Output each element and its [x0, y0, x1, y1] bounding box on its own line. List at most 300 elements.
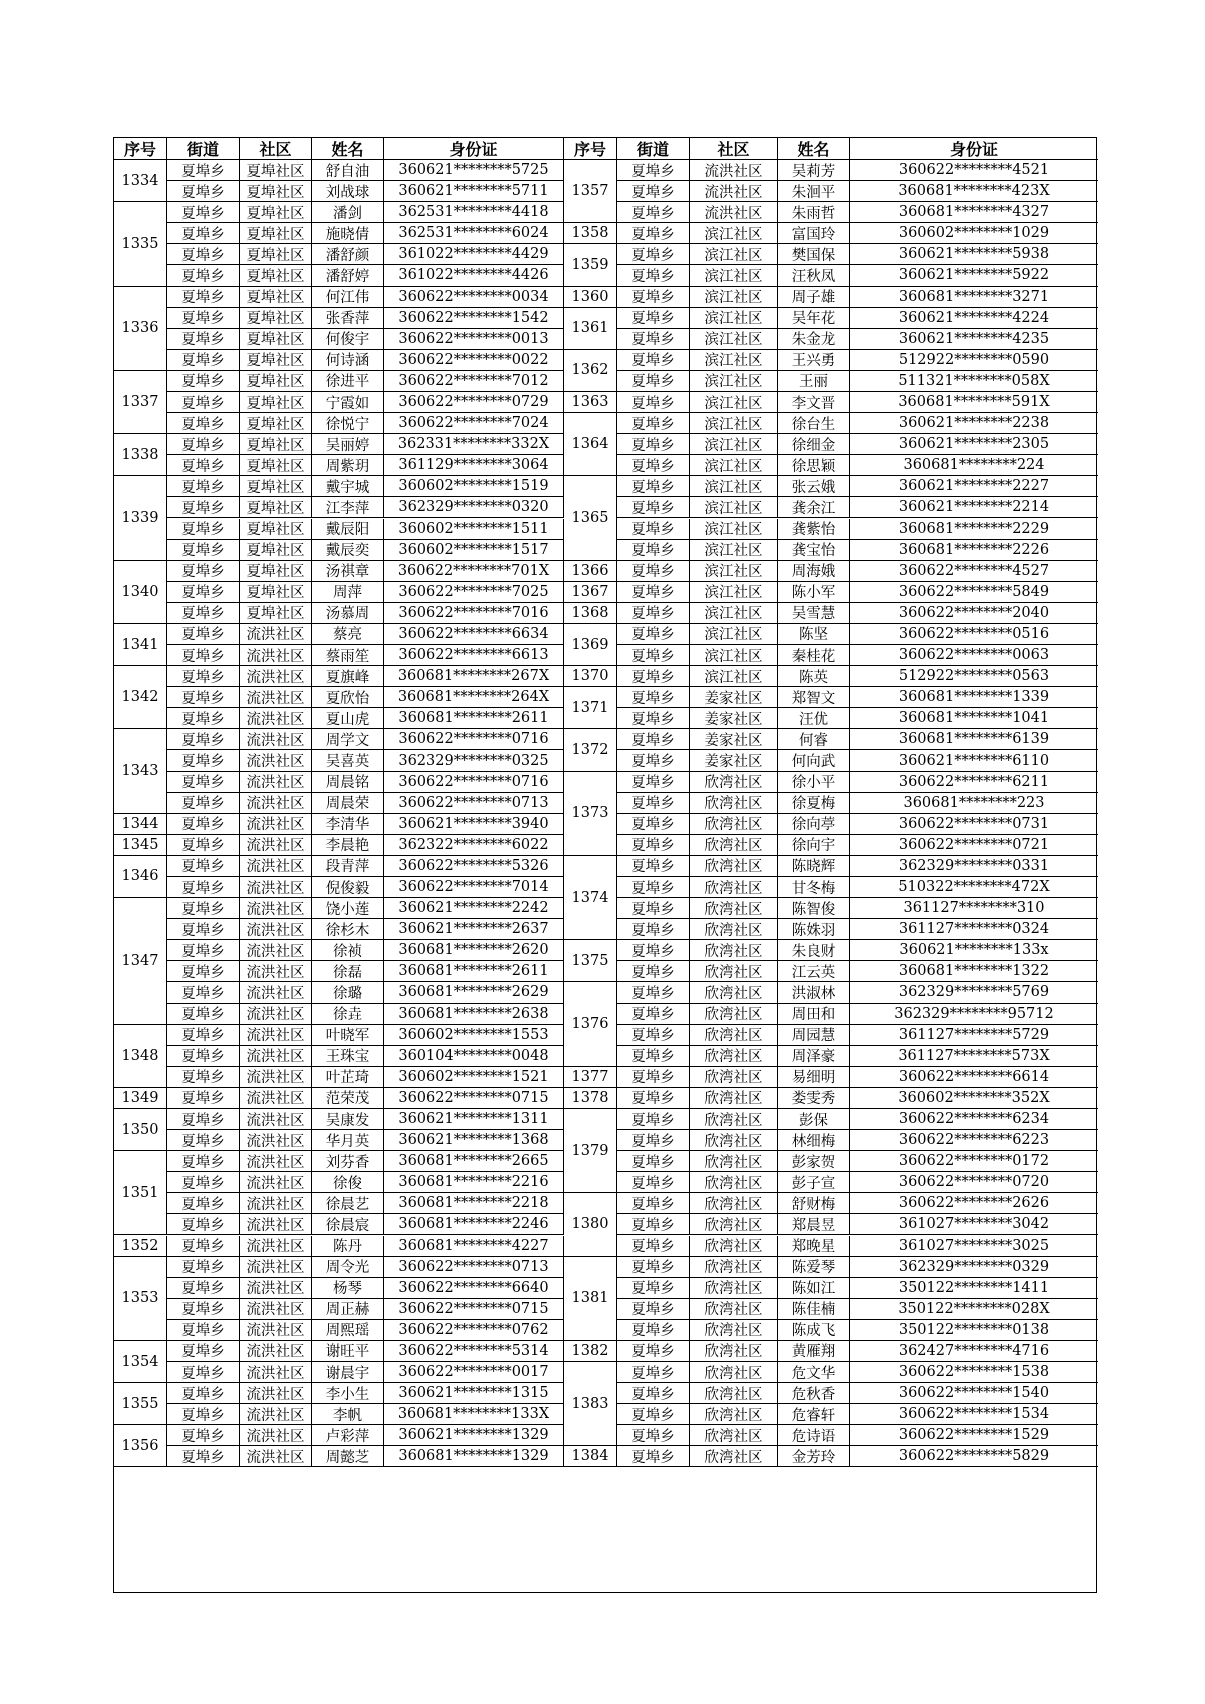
- row-number: 1375: [564, 940, 617, 982]
- name-cell: 段青萍: [312, 856, 384, 877]
- header-street: 街道: [167, 138, 240, 160]
- name-cell: 戴辰阳: [312, 519, 384, 540]
- community-cell: 欣湾社区: [690, 1425, 778, 1446]
- id-cell: 360622********6223: [850, 1130, 1098, 1151]
- community-cell: 夏埠社区: [240, 350, 312, 371]
- name-cell: 易细明: [778, 1067, 850, 1088]
- street-cell: 夏埠乡: [617, 772, 690, 793]
- street-cell: 夏埠乡: [167, 1446, 240, 1467]
- community-cell: 夏埠社区: [240, 392, 312, 413]
- name-cell: 周泽豪: [778, 1046, 850, 1067]
- name-cell: 叶芷琦: [312, 1067, 384, 1088]
- name-cell: 范荣茂: [312, 1088, 384, 1109]
- community-cell: 流洪社区: [240, 940, 312, 961]
- street-cell: 夏埠乡: [167, 1214, 240, 1235]
- name-cell: 吴年花: [778, 308, 850, 329]
- name-cell: 陈姝羽: [778, 919, 850, 940]
- row-number: 1368: [564, 603, 617, 624]
- street-cell: 夏埠乡: [167, 1257, 240, 1278]
- street-cell: 夏埠乡: [617, 1025, 690, 1046]
- id-cell: 360681********2665: [384, 1151, 564, 1172]
- community-cell: 滨江社区: [690, 666, 778, 687]
- id-cell: 360602********352X: [850, 1088, 1098, 1109]
- id-cell: 360622********6614: [850, 1067, 1098, 1088]
- id-cell: 362531********6024: [384, 223, 564, 244]
- name-cell: 李清华: [312, 814, 384, 835]
- street-cell: 夏埠乡: [167, 603, 240, 624]
- community-cell: 欣湾社区: [690, 793, 778, 814]
- name-cell: 周子雄: [778, 287, 850, 308]
- id-cell: 360622********0716: [384, 772, 564, 793]
- name-cell: 徐悦宁: [312, 413, 384, 434]
- community-cell: 滨江社区: [690, 265, 778, 286]
- id-cell: 360681********4227: [384, 1236, 564, 1257]
- community-cell: 夏埠社区: [240, 160, 312, 181]
- community-cell: 姜家社区: [690, 687, 778, 708]
- name-cell: 陈爱琴: [778, 1257, 850, 1278]
- community-cell: 流洪社区: [690, 181, 778, 202]
- community-cell: 夏埠社区: [240, 329, 312, 350]
- street-cell: 夏埠乡: [617, 244, 690, 265]
- street-cell: 夏埠乡: [617, 1383, 690, 1404]
- street-cell: 夏埠乡: [167, 519, 240, 540]
- row-number: 1379: [564, 1109, 617, 1193]
- street-cell: 夏埠乡: [617, 476, 690, 497]
- name-cell: 潘剑: [312, 202, 384, 223]
- row-number: 1384: [564, 1446, 617, 1467]
- street-cell: 夏埠乡: [167, 961, 240, 982]
- row-number: 1376: [564, 982, 617, 1066]
- row-number: 1345: [114, 835, 167, 856]
- street-cell: 夏埠乡: [167, 1004, 240, 1025]
- name-cell: 叶晓军: [312, 1025, 384, 1046]
- name-cell: 徐小平: [778, 772, 850, 793]
- name-cell: 倪俊毅: [312, 877, 384, 898]
- community-cell: 流洪社区: [240, 1109, 312, 1130]
- name-cell: 何向武: [778, 750, 850, 771]
- community-cell: 滨江社区: [690, 308, 778, 329]
- community-cell: 流洪社区: [240, 1341, 312, 1362]
- id-cell: 360622********0034: [384, 287, 564, 308]
- name-cell: 潘舒颜: [312, 244, 384, 265]
- id-cell: 360681********3271: [850, 287, 1098, 308]
- name-cell: 娄雯秀: [778, 1088, 850, 1109]
- id-cell: 350122********0138: [850, 1320, 1098, 1341]
- street-cell: 夏埠乡: [167, 582, 240, 603]
- street-cell: 夏埠乡: [167, 1130, 240, 1151]
- name-cell: 彭家贺: [778, 1151, 850, 1172]
- street-cell: 夏埠乡: [167, 898, 240, 919]
- id-cell: 362322********6022: [384, 835, 564, 856]
- row-number: 1370: [564, 666, 617, 687]
- name-cell: 周熙瑶: [312, 1320, 384, 1341]
- community-cell: 姜家社区: [690, 750, 778, 771]
- name-cell: 华月英: [312, 1130, 384, 1151]
- name-cell: 徐思颖: [778, 455, 850, 476]
- row-number: 1350: [114, 1109, 167, 1151]
- name-cell: 徐台生: [778, 413, 850, 434]
- community-cell: 流洪社区: [240, 1214, 312, 1235]
- community-cell: 欣湾社区: [690, 1320, 778, 1341]
- street-cell: 夏埠乡: [617, 687, 690, 708]
- street-cell: 夏埠乡: [617, 519, 690, 540]
- id-cell: 360681********1041: [850, 708, 1098, 729]
- street-cell: 夏埠乡: [167, 561, 240, 582]
- community-cell: 欣湾社区: [690, 1278, 778, 1299]
- community-cell: 流洪社区: [240, 835, 312, 856]
- row-number: 1353: [114, 1257, 167, 1341]
- id-cell: 360622********1529: [850, 1425, 1098, 1446]
- street-cell: 夏埠乡: [617, 308, 690, 329]
- row-number: 1365: [564, 476, 617, 560]
- name-cell: 甘冬梅: [778, 877, 850, 898]
- id-cell: 350122********1411: [850, 1278, 1098, 1299]
- id-cell: 360681********1329: [384, 1446, 564, 1467]
- id-cell: 360622********0731: [850, 814, 1098, 835]
- community-cell: 流洪社区: [240, 1088, 312, 1109]
- name-cell: 卢彩萍: [312, 1425, 384, 1446]
- community-cell: 流洪社区: [240, 1257, 312, 1278]
- row-number: 1361: [564, 308, 617, 350]
- street-cell: 夏埠乡: [167, 497, 240, 518]
- street-cell: 夏埠乡: [167, 434, 240, 455]
- name-cell: 龚宝怡: [778, 540, 850, 561]
- community-cell: 夏埠社区: [240, 202, 312, 223]
- name-cell: 徐晨宸: [312, 1214, 384, 1235]
- name-cell: 谢晨宇: [312, 1362, 384, 1383]
- community-cell: 流洪社区: [240, 814, 312, 835]
- row-number: 1352: [114, 1236, 167, 1257]
- street-cell: 夏埠乡: [617, 940, 690, 961]
- id-cell: 360602********1517: [384, 540, 564, 561]
- id-cell: 360681********2620: [384, 940, 564, 961]
- street-cell: 夏埠乡: [617, 540, 690, 561]
- row-number: 1378: [564, 1088, 617, 1109]
- street-cell: 夏埠乡: [617, 1214, 690, 1235]
- id-cell: 360681********224: [850, 455, 1098, 476]
- street-cell: 夏埠乡: [167, 814, 240, 835]
- community-cell: 流洪社区: [240, 1025, 312, 1046]
- name-cell: 吴雪慧: [778, 603, 850, 624]
- community-cell: 夏埠社区: [240, 519, 312, 540]
- street-cell: 夏埠乡: [167, 244, 240, 265]
- id-cell: 360681********2638: [384, 1004, 564, 1025]
- id-cell: 360621********1329: [384, 1425, 564, 1446]
- community-cell: 欣湾社区: [690, 1004, 778, 1025]
- community-cell: 夏埠社区: [240, 434, 312, 455]
- community-cell: 滨江社区: [690, 519, 778, 540]
- name-cell: 周晨荣: [312, 793, 384, 814]
- community-cell: 流洪社区: [240, 877, 312, 898]
- community-cell: 流洪社区: [240, 1446, 312, 1467]
- street-cell: 夏埠乡: [167, 1299, 240, 1320]
- community-cell: 夏埠社区: [240, 540, 312, 561]
- street-cell: 夏埠乡: [617, 729, 690, 750]
- id-cell: 360681********2226: [850, 540, 1098, 561]
- id-cell: 360681********267X: [384, 666, 564, 687]
- row-number: 1354: [114, 1341, 167, 1383]
- name-cell: 陈成飞: [778, 1320, 850, 1341]
- row-number: 1363: [564, 392, 617, 413]
- community-cell: 流洪社区: [690, 160, 778, 181]
- row-number: 1347: [114, 898, 167, 1025]
- household-table: [113, 137, 1097, 1593]
- id-cell: 361127********5729: [850, 1025, 1098, 1046]
- id-cell: 360622********0063: [850, 645, 1098, 666]
- id-cell: 510322********472X: [850, 877, 1098, 898]
- id-cell: 360622********7025: [384, 582, 564, 603]
- community-cell: 滨江社区: [690, 434, 778, 455]
- name-cell: 周园慧: [778, 1025, 850, 1046]
- name-cell: 李小生: [312, 1383, 384, 1404]
- name-cell: 徐璐: [312, 982, 384, 1003]
- street-cell: 夏埠乡: [167, 1320, 240, 1341]
- street-cell: 夏埠乡: [617, 561, 690, 582]
- street-cell: 夏埠乡: [617, 329, 690, 350]
- community-cell: 欣湾社区: [690, 1299, 778, 1320]
- id-cell: 360621********1315: [384, 1383, 564, 1404]
- street-cell: 夏埠乡: [617, 708, 690, 729]
- street-cell: 夏埠乡: [617, 181, 690, 202]
- row-number: 1369: [564, 624, 617, 666]
- street-cell: 夏埠乡: [167, 1341, 240, 1362]
- id-cell: 360104********0048: [384, 1046, 564, 1067]
- name-cell: 徐细金: [778, 434, 850, 455]
- street-cell: 夏埠乡: [617, 603, 690, 624]
- street-cell: 夏埠乡: [167, 540, 240, 561]
- name-cell: 危诗语: [778, 1425, 850, 1446]
- community-cell: 滨江社区: [690, 540, 778, 561]
- community-cell: 流洪社区: [240, 961, 312, 982]
- id-cell: 360622********0713: [384, 1257, 564, 1278]
- name-cell: 周令光: [312, 1257, 384, 1278]
- id-cell: 362427********4716: [850, 1341, 1098, 1362]
- id-cell: 360622********5849: [850, 582, 1098, 603]
- community-cell: 滨江社区: [690, 371, 778, 392]
- name-cell: 刘战球: [312, 181, 384, 202]
- name-cell: 危睿轩: [778, 1404, 850, 1425]
- street-cell: 夏埠乡: [167, 476, 240, 497]
- street-cell: 夏埠乡: [167, 181, 240, 202]
- community-cell: 夏埠社区: [240, 582, 312, 603]
- name-cell: 林细梅: [778, 1130, 850, 1151]
- id-cell: 362329********95712: [850, 1004, 1098, 1025]
- community-cell: 欣湾社区: [690, 1341, 778, 1362]
- name-cell: 徐垚: [312, 1004, 384, 1025]
- id-cell: 360622********5314: [384, 1341, 564, 1362]
- id-cell: 360621********2305: [850, 434, 1098, 455]
- name-cell: 陈佳楠: [778, 1299, 850, 1320]
- id-cell: 360622********7014: [384, 877, 564, 898]
- id-cell: 360681********1339: [850, 687, 1098, 708]
- street-cell: 夏埠乡: [167, 708, 240, 729]
- community-cell: 流洪社区: [240, 729, 312, 750]
- row-number: 1336: [114, 287, 167, 371]
- id-cell: 360621********2227: [850, 476, 1098, 497]
- id-cell: 360681********591X: [850, 392, 1098, 413]
- community-cell: 欣湾社区: [690, 1025, 778, 1046]
- street-cell: 夏埠乡: [167, 1046, 240, 1067]
- id-cell: 360622********6640: [384, 1278, 564, 1299]
- id-cell: 350122********028X: [850, 1299, 1098, 1320]
- name-cell: 王兴勇: [778, 350, 850, 371]
- community-cell: 姜家社区: [690, 729, 778, 750]
- row-number: 1381: [564, 1257, 617, 1341]
- community-cell: 滨江社区: [690, 624, 778, 645]
- community-cell: 流洪社区: [240, 1320, 312, 1341]
- street-cell: 夏埠乡: [617, 455, 690, 476]
- name-cell: 陈坚: [778, 624, 850, 645]
- id-cell: 360621********5922: [850, 265, 1098, 286]
- street-cell: 夏埠乡: [617, 1193, 690, 1214]
- street-cell: 夏埠乡: [617, 1362, 690, 1383]
- street-cell: 夏埠乡: [617, 793, 690, 814]
- street-cell: 夏埠乡: [167, 329, 240, 350]
- community-cell: 滨江社区: [690, 413, 778, 434]
- street-cell: 夏埠乡: [617, 223, 690, 244]
- name-cell: 何睿: [778, 729, 850, 750]
- street-cell: 夏埠乡: [617, 371, 690, 392]
- id-cell: 362329********0320: [384, 497, 564, 518]
- row-number: 1334: [114, 160, 167, 202]
- name-cell: 陈智俊: [778, 898, 850, 919]
- name-cell: 周懿芝: [312, 1446, 384, 1467]
- street-cell: 夏埠乡: [617, 392, 690, 413]
- name-cell: 陈晓辉: [778, 856, 850, 877]
- id-cell: 360681********6139: [850, 729, 1098, 750]
- id-cell: 511321********058X: [850, 371, 1098, 392]
- street-cell: 夏埠乡: [617, 919, 690, 940]
- id-cell: 360681********2246: [384, 1214, 564, 1235]
- community-cell: 滨江社区: [690, 561, 778, 582]
- id-cell: 360622********1534: [850, 1404, 1098, 1425]
- name-cell: 周紫玥: [312, 455, 384, 476]
- street-cell: 夏埠乡: [617, 961, 690, 982]
- street-cell: 夏埠乡: [167, 1193, 240, 1214]
- street-cell: 夏埠乡: [167, 265, 240, 286]
- community-cell: 夏埠社区: [240, 265, 312, 286]
- community-cell: 欣湾社区: [690, 1257, 778, 1278]
- street-cell: 夏埠乡: [617, 160, 690, 181]
- name-cell: 戴辰奕: [312, 540, 384, 561]
- community-cell: 欣湾社区: [690, 898, 778, 919]
- id-cell: 360602********1029: [850, 223, 1098, 244]
- name-cell: 郑晨昱: [778, 1214, 850, 1235]
- row-number: 1382: [564, 1341, 617, 1362]
- street-cell: 夏埠乡: [167, 793, 240, 814]
- name-cell: 徐祯: [312, 940, 384, 961]
- name-cell: 宁霞如: [312, 392, 384, 413]
- name-cell: 黄雁翔: [778, 1341, 850, 1362]
- name-cell: 李文晋: [778, 392, 850, 413]
- id-cell: 360622********0516: [850, 624, 1098, 645]
- id-cell: 360681********223: [850, 793, 1098, 814]
- street-cell: 夏埠乡: [167, 919, 240, 940]
- name-cell: 徐向宇: [778, 835, 850, 856]
- street-cell: 夏埠乡: [617, 1320, 690, 1341]
- id-cell: 360622********6613: [384, 645, 564, 666]
- name-cell: 夏欣怡: [312, 687, 384, 708]
- name-cell: 李帆: [312, 1404, 384, 1425]
- street-cell: 夏埠乡: [167, 371, 240, 392]
- community-cell: 流洪社区: [240, 1278, 312, 1299]
- id-cell: 360622********2040: [850, 603, 1098, 624]
- community-cell: 欣湾社区: [690, 856, 778, 877]
- community-cell: 流洪社区: [240, 1362, 312, 1383]
- row-number: 1373: [564, 772, 617, 856]
- name-cell: 彭保: [778, 1109, 850, 1130]
- row-number: 1359: [564, 244, 617, 286]
- header-name: 姓名: [312, 138, 384, 160]
- row-number: 1360: [564, 287, 617, 308]
- name-cell: 舒财梅: [778, 1193, 850, 1214]
- street-cell: 夏埠乡: [617, 1109, 690, 1130]
- community-cell: 流洪社区: [240, 1404, 312, 1425]
- id-cell: 360622********0720: [850, 1172, 1098, 1193]
- street-cell: 夏埠乡: [617, 835, 690, 856]
- header-community: 社区: [240, 138, 312, 160]
- street-cell: 夏埠乡: [167, 455, 240, 476]
- name-cell: 金芳玲: [778, 1446, 850, 1467]
- street-cell: 夏埠乡: [167, 160, 240, 181]
- street-cell: 夏埠乡: [167, 1025, 240, 1046]
- name-cell: 李晨艳: [312, 835, 384, 856]
- name-cell: 蔡雨笙: [312, 645, 384, 666]
- name-cell: 周学文: [312, 729, 384, 750]
- id-cell: 512922********0563: [850, 666, 1098, 687]
- id-cell: 360622********0721: [850, 835, 1098, 856]
- name-cell: 徐晨艺: [312, 1193, 384, 1214]
- name-cell: 吴康发: [312, 1109, 384, 1130]
- row-number: 1340: [114, 561, 167, 624]
- id-cell: 360681********2611: [384, 961, 564, 982]
- community-cell: 欣湾社区: [690, 961, 778, 982]
- row-number: 1358: [564, 223, 617, 244]
- street-cell: 夏埠乡: [167, 1067, 240, 1088]
- street-cell: 夏埠乡: [617, 1046, 690, 1067]
- street-cell: 夏埠乡: [167, 1383, 240, 1404]
- community-cell: 滨江社区: [690, 329, 778, 350]
- community-cell: 流洪社区: [240, 1383, 312, 1404]
- street-cell: 夏埠乡: [617, 1004, 690, 1025]
- id-cell: 361022********4426: [384, 265, 564, 286]
- id-cell: 360622********1540: [850, 1383, 1098, 1404]
- street-cell: 夏埠乡: [167, 287, 240, 308]
- name-cell: 洪淑林: [778, 982, 850, 1003]
- id-cell: 362329********0331: [850, 856, 1098, 877]
- community-cell: 流洪社区: [240, 666, 312, 687]
- street-cell: 夏埠乡: [617, 1341, 690, 1362]
- id-cell: 360622********6634: [384, 624, 564, 645]
- id-cell: 361027********3025: [850, 1236, 1098, 1257]
- header-seq: 序号: [114, 138, 167, 160]
- header-street: 街道: [617, 138, 690, 160]
- street-cell: 夏埠乡: [167, 1236, 240, 1257]
- name-cell: 龚余江: [778, 497, 850, 518]
- street-cell: 夏埠乡: [617, 666, 690, 687]
- name-cell: 吴丽婷: [312, 434, 384, 455]
- header-name: 姓名: [778, 138, 850, 160]
- street-cell: 夏埠乡: [167, 940, 240, 961]
- name-cell: 谢旺平: [312, 1341, 384, 1362]
- community-cell: 欣湾社区: [690, 1130, 778, 1151]
- name-cell: 危文华: [778, 1362, 850, 1383]
- id-cell: 360681********2629: [384, 982, 564, 1003]
- community-cell: 滨江社区: [690, 476, 778, 497]
- name-cell: 江李萍: [312, 497, 384, 518]
- street-cell: 夏埠乡: [617, 265, 690, 286]
- row-number: 1364: [564, 413, 617, 476]
